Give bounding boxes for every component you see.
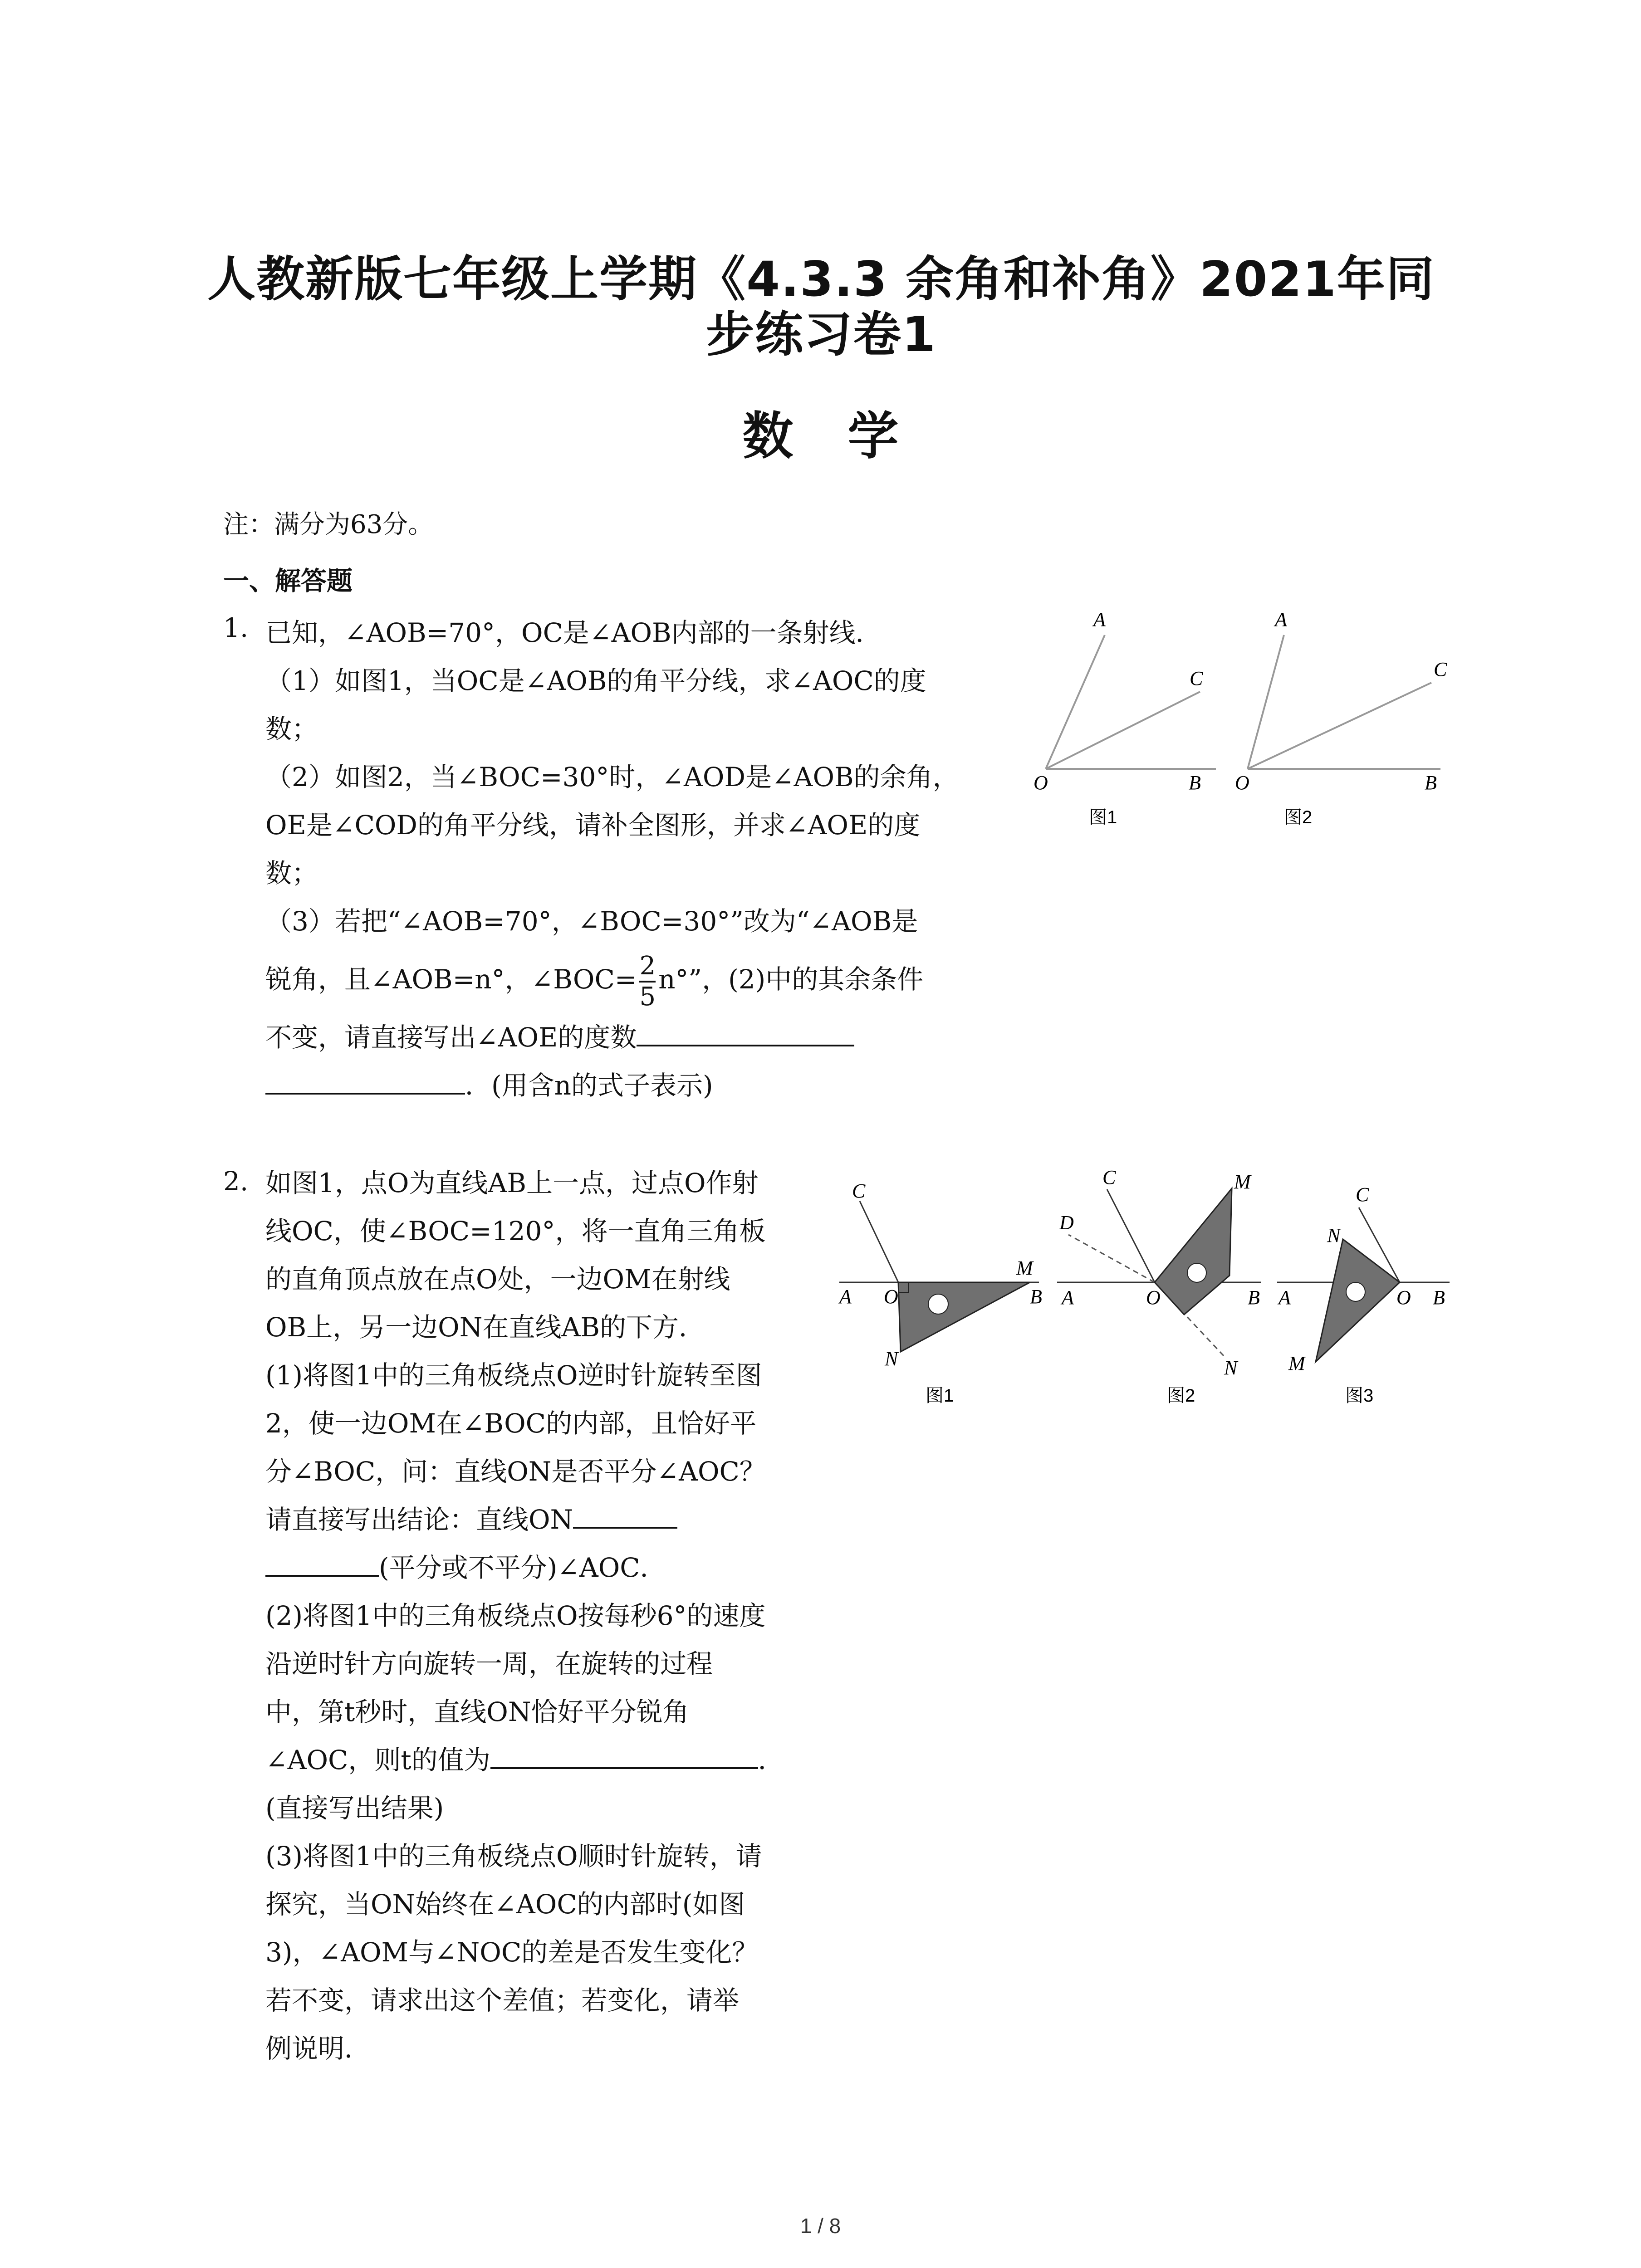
label-c: C — [1190, 667, 1203, 689]
label-a: A — [1062, 1286, 1074, 1309]
label-a: A — [839, 1286, 852, 1308]
score-note: 注：满分为63分。 — [223, 510, 434, 539]
q1-end-line — [265, 1061, 1014, 1110]
figure-panel-2 — [1057, 1166, 1261, 1406]
q1-line: 数； — [265, 858, 318, 889]
q2-line: OB上，另一边ON在直线AB的下方． — [265, 1312, 705, 1343]
q1-blank-prompt: 不变，请直接写出∠AOE的度数 — [265, 1022, 637, 1053]
q1-blank-line — [265, 1013, 1014, 1061]
label-a: A — [1275, 608, 1287, 631]
question-2 — [265, 1159, 855, 2072]
label-n: N — [1327, 1224, 1341, 1246]
fraction — [639, 952, 656, 1012]
figure-caption: 图1 — [926, 1386, 954, 1406]
q2-blank-line-2 — [265, 1544, 855, 1592]
title-line-1: 人教新版七年级上学期《4.3.3 余角和补角》2021年同 — [207, 251, 1435, 307]
label-o: O — [1235, 772, 1249, 794]
q1-line: OE是∠COD的角平分线，请补全图形，并求∠AOE的度 — [265, 810, 921, 841]
q2-line: (3)将图1中的三角板绕点O顺时针旋转，请 — [265, 1841, 762, 1872]
answer-blank[interactable] — [573, 1501, 677, 1529]
q1-line: （1）如图1，当OC是∠AOB的角平分线，求∠AOC的度 — [265, 665, 926, 696]
label-o: O — [1034, 772, 1048, 794]
title-line-2: 步练习卷1 — [706, 307, 936, 362]
ray-oc-fig2 — [1248, 683, 1431, 769]
q2-line: 分∠BOC，问：直线ON是否平分∠AOC？ — [265, 1456, 766, 1487]
q2-line: 如图1，点O为直线AB上一点，过点O作射 — [265, 1168, 759, 1198]
q2-line: (2)将图1中的三角板绕点O按每秒6°的速度 — [265, 1600, 766, 1631]
figure-caption: 图3 — [1345, 1386, 1374, 1406]
q1-line: 数； — [265, 714, 318, 744]
q2-line: 中，第t秒时，直线ON恰好平分锐角 — [265, 1696, 689, 1727]
section-heading: 一、解答题 — [223, 566, 353, 596]
q1-line: 已知，∠AOB=70°，OC是∠AOB内部的一条射线． — [265, 617, 882, 648]
figure-caption: 图2 — [1167, 1386, 1195, 1406]
label-m: M — [1234, 1171, 1251, 1193]
fraction-numerator: 2 — [639, 951, 656, 981]
q1-line: （3）若把“∠AOB=70°，∠BOC=30°”改为“∠AOB是 — [265, 906, 918, 937]
page-number: 1 / 8 — [800, 2214, 841, 2238]
label-c: C — [1356, 1183, 1369, 1206]
q2-line: 探究，当ON始终在∠AOC的内部时(如图 — [265, 1889, 745, 1920]
answer-blank[interactable] — [265, 1066, 465, 1095]
q2-t-prompt: ∠AOC，则t的值为 — [265, 1745, 490, 1775]
label-a: A — [1279, 1286, 1291, 1309]
figure-panel-3 — [1277, 1183, 1450, 1406]
fraction-denominator: 5 — [639, 981, 656, 1012]
ray-oc-fig1 — [1046, 692, 1200, 769]
label-b: B — [1189, 772, 1201, 794]
figure-panel-1 — [838, 1180, 1042, 1406]
q2-line: 的直角顶点放在点O处，一边OM在射线 — [265, 1264, 730, 1295]
q2-line: (1)将图1中的三角板绕点O逆时针旋转至图 — [265, 1360, 762, 1391]
q1-frac-pre: 锐角，且∠AOB=n°，∠BOC= — [265, 964, 637, 995]
q2-blank-line — [265, 1496, 855, 1544]
label-c: C — [1434, 658, 1447, 680]
q2-line: 线OC，使∠BOC=120°，将一直角三角板 — [265, 1216, 766, 1246]
label-n: N — [885, 1348, 898, 1370]
document-title — [191, 252, 1452, 362]
question-1 — [265, 609, 1014, 1110]
label-o: O — [884, 1286, 898, 1308]
q1-fraction-line — [265, 945, 1014, 1013]
label-m: M — [1016, 1257, 1033, 1279]
label-b: B — [1030, 1286, 1042, 1308]
q2-line: 例说明． — [265, 2033, 371, 2064]
question-2-figure — [835, 1143, 1452, 1424]
q2-line: 3)，∠AOM与∠NOC的差是否发生变化？ — [265, 1937, 759, 1968]
q2-blank-prompt: 请直接写出结论：直线ON — [265, 1504, 573, 1535]
q2-blank-suffix: (平分或不平分)∠AOC． — [379, 1552, 666, 1583]
label-b: B — [1248, 1286, 1260, 1309]
answer-blank[interactable] — [490, 1741, 758, 1769]
answer-blank[interactable] — [265, 1549, 379, 1577]
q2-line: 沿逆时针方向旋转一周，在旋转的过程 — [265, 1648, 713, 1679]
answer-blank[interactable] — [637, 1018, 854, 1046]
q2-line: 若不变，请求出这个差值；若变化，请举 — [265, 1985, 740, 2016]
q2-line: 2，使一边OM在∠BOC的内部，且恰好平 — [265, 1408, 757, 1439]
q2-t-line: ∠AOC，则t的值为 ． — [265, 1736, 855, 1784]
label-n: N — [1224, 1357, 1238, 1379]
label-c: C — [852, 1180, 866, 1202]
question-2-number: 2. — [223, 1166, 249, 1197]
label-c: C — [1102, 1166, 1116, 1188]
label-b: B — [1433, 1286, 1445, 1309]
question-1-number: 1. — [223, 612, 249, 643]
q1-frac-post: n°”，(2)中的其余条件 — [658, 964, 924, 995]
ray-oa-fig2 — [1248, 635, 1284, 769]
figure-caption: 图1 — [1089, 807, 1117, 827]
question-1-figure — [1021, 599, 1474, 835]
ray-oa-fig1 — [1046, 635, 1105, 769]
figure-caption: 图2 — [1284, 807, 1313, 827]
label-b: B — [1425, 772, 1437, 794]
label-m: M — [1288, 1352, 1305, 1374]
subject-heading: 数学 — [742, 407, 953, 466]
q1-end-text: ．(用含n的式子表示) — [465, 1070, 713, 1101]
q2-line: (直接写出结果) — [265, 1793, 444, 1823]
label-o: O — [1396, 1286, 1411, 1309]
label-d: D — [1059, 1212, 1074, 1234]
q1-line: （2）如图2，当∠BOC=30°时，∠AOD是∠AOB的余角， — [265, 762, 959, 792]
label-o: O — [1146, 1286, 1161, 1309]
label-a: A — [1093, 608, 1106, 631]
